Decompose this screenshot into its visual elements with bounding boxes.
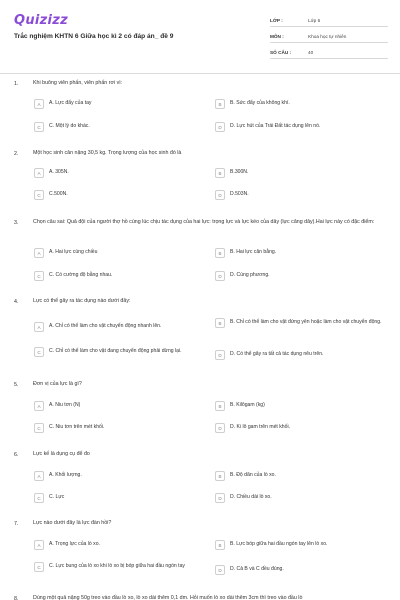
question-number: 6.	[14, 452, 19, 458]
option-text: A. Trọng lực của lò xo.	[49, 541, 100, 548]
option-letter: B	[215, 248, 225, 258]
option-letter: C	[34, 493, 44, 503]
question-text: Lực có thể gây ra tác dụng nào dưới đây:	[33, 298, 131, 304]
option-a[interactable]	[34, 540, 100, 550]
option-text: A. Hai lực cùng chiều	[49, 249, 98, 256]
option-b[interactable]	[215, 168, 248, 178]
option-c[interactable]	[34, 347, 209, 357]
option-c[interactable]	[34, 423, 104, 433]
option-text: B. Độ dãn của lò xo.	[230, 472, 276, 479]
option-letter: D	[215, 493, 225, 503]
option-d[interactable]	[215, 271, 270, 281]
divider	[0, 73, 400, 74]
option-letter: B	[215, 318, 225, 328]
option-a[interactable]	[34, 401, 80, 411]
option-text: C. Lực bung của lò xo khi lò xo bị bóp giữa hai đầu ngón tay	[49, 563, 185, 570]
meta-value: Khoa học tự nhiên	[308, 33, 347, 39]
option-text: C. Niu tơn trên mét khối.	[49, 424, 105, 431]
option-b[interactable]	[215, 99, 290, 109]
question-text: Lực nào dưới đây là lực đàn hồi?	[33, 520, 112, 526]
option-a[interactable]	[34, 248, 97, 258]
question-text: Đơn vị của lực là gì?	[33, 381, 82, 387]
question-number: 5.	[14, 382, 19, 388]
option-d[interactable]	[215, 190, 249, 200]
question-number: 3.	[14, 220, 19, 226]
option-text: D. Có thể gây ra tất cả tác dụng nêu trên.	[230, 351, 324, 358]
option-text: C. Lực	[49, 494, 65, 501]
option-letter: A	[34, 248, 44, 258]
option-letter: A	[34, 322, 44, 332]
option-text: B. Kilôgam (kg)	[230, 402, 265, 409]
option-letter: D	[215, 190, 225, 200]
meta-row-grade	[270, 14, 388, 27]
option-text: A. Niu tơn (N)	[49, 402, 81, 409]
meta-row-subject	[270, 30, 388, 43]
option-text: A. 305N.	[49, 169, 69, 176]
question-number: 4.	[14, 299, 19, 305]
option-text: A. Chỉ có thể làm cho vật chuyển động nhanh lên.	[49, 323, 162, 330]
option-letter: B	[215, 540, 225, 550]
meta-row-count	[270, 46, 388, 59]
option-text: B. Lực bóp giữa hai đầu ngón tay lên lò xo.	[230, 541, 328, 548]
option-letter: B	[215, 99, 225, 109]
option-text: D. Lực hút của Trái Đất tác dụng lên nó.	[230, 123, 321, 130]
page-title: Trắc nghiệm KHTN 6 Giữa học kì 2 có đáp án_ đề 9	[14, 33, 174, 40]
brand-logo: Quizizz	[14, 13, 69, 28]
option-c[interactable]	[34, 190, 68, 200]
option-text: D. Cả B và C đều đúng.	[230, 566, 284, 573]
option-d[interactable]	[215, 423, 290, 433]
option-b[interactable]	[215, 318, 390, 328]
question-text: Một học sinh cân nặng 30,5 kg. Trọng lượng của học sinh đó là	[33, 150, 182, 156]
option-letter: D	[215, 350, 225, 360]
option-a[interactable]	[34, 322, 209, 332]
option-text: D. Chiều dài lò xo.	[230, 494, 272, 501]
option-c[interactable]	[34, 493, 64, 503]
question-number: 7.	[14, 521, 19, 527]
option-text: D. Cùng phương.	[230, 272, 270, 279]
option-text: A. Khối lượng.	[49, 472, 82, 479]
option-d[interactable]	[215, 122, 320, 132]
option-text: C. Có cường độ bằng nhau.	[49, 272, 113, 279]
option-c[interactable]	[34, 122, 90, 132]
option-text: B.300N.	[230, 169, 249, 176]
option-letter: B	[215, 168, 225, 178]
option-text: C. Một lý do khác.	[49, 123, 90, 130]
option-a[interactable]	[34, 471, 82, 481]
question-text: Khi buông viên phấn, viên phấn rơi vì:	[33, 80, 123, 86]
question-number: 2.	[14, 151, 19, 157]
option-letter: A	[34, 471, 44, 481]
option-letter: D	[215, 122, 225, 132]
meta-label: MÔN :	[270, 33, 284, 39]
option-text: D. Ki lô gam trên mét khối.	[230, 424, 291, 431]
option-text: C.500N.	[49, 191, 68, 198]
option-d[interactable]	[215, 493, 272, 503]
option-letter: A	[34, 99, 44, 109]
option-b[interactable]	[215, 540, 327, 550]
question-number: 8.	[14, 596, 19, 600]
option-letter: C	[34, 347, 44, 357]
option-letter: A	[34, 401, 44, 411]
option-text: B. Chỉ có thể làm cho vật đứng yên hoặc làm cho vật chuyển động.	[230, 319, 382, 326]
option-letter: A	[34, 540, 44, 550]
meta-label: LỚP :	[270, 17, 283, 23]
option-letter: D	[215, 565, 225, 575]
option-text: A. Lực đẩy của tay	[49, 100, 92, 107]
option-b[interactable]	[215, 471, 276, 481]
option-d[interactable]	[215, 350, 390, 360]
question-number: 1.	[14, 81, 19, 87]
meta-table	[270, 14, 388, 62]
option-letter: C	[34, 562, 44, 572]
question-text: Chọn câu sai: Quả đội của người thợ hồ cùng lúc chịu tác dụng của hai lực: trọng lực và lực kéo của dây (lực căng dây).Hai lực này có đặc điểm:	[33, 219, 375, 225]
option-text: D.503N.	[230, 191, 249, 198]
meta-value: 40	[308, 49, 314, 55]
option-letter: D	[215, 423, 225, 433]
option-a[interactable]	[34, 168, 69, 178]
option-b[interactable]	[215, 401, 265, 411]
option-d[interactable]	[215, 565, 284, 575]
option-letter: C	[34, 190, 44, 200]
option-text: C. Chỉ có thể làm cho vật đang chuyển động phải dừng lại.	[49, 348, 182, 355]
option-letter: D	[215, 271, 225, 281]
meta-label: SỐ CÂU :	[270, 49, 292, 55]
option-letter: A	[34, 168, 44, 178]
option-text: B. Sức đẩy của không khí.	[230, 100, 290, 107]
option-c[interactable]	[34, 562, 209, 572]
option-text: B. Hai lực cân bằng.	[230, 249, 277, 256]
option-c[interactable]	[34, 271, 112, 281]
header	[0, 0, 400, 72]
option-letter: B	[215, 471, 225, 481]
option-a[interactable]	[34, 99, 91, 109]
option-letter: C	[34, 271, 44, 281]
question-text: Dùng một quả nặng 50g treo vào đầu lò xo, lò xo dài thêm 0,1 dm. Hỏi muốn lò xo dài thêm 3cm thì treo vào đầu lò	[33, 595, 303, 600]
question-text: Lực kế là dụng cụ để đo	[33, 451, 90, 457]
option-b[interactable]	[215, 248, 276, 258]
option-letter: B	[215, 401, 225, 411]
option-letter: C	[34, 122, 44, 132]
option-letter: C	[34, 423, 44, 433]
meta-value: Lớp 6	[308, 17, 321, 23]
